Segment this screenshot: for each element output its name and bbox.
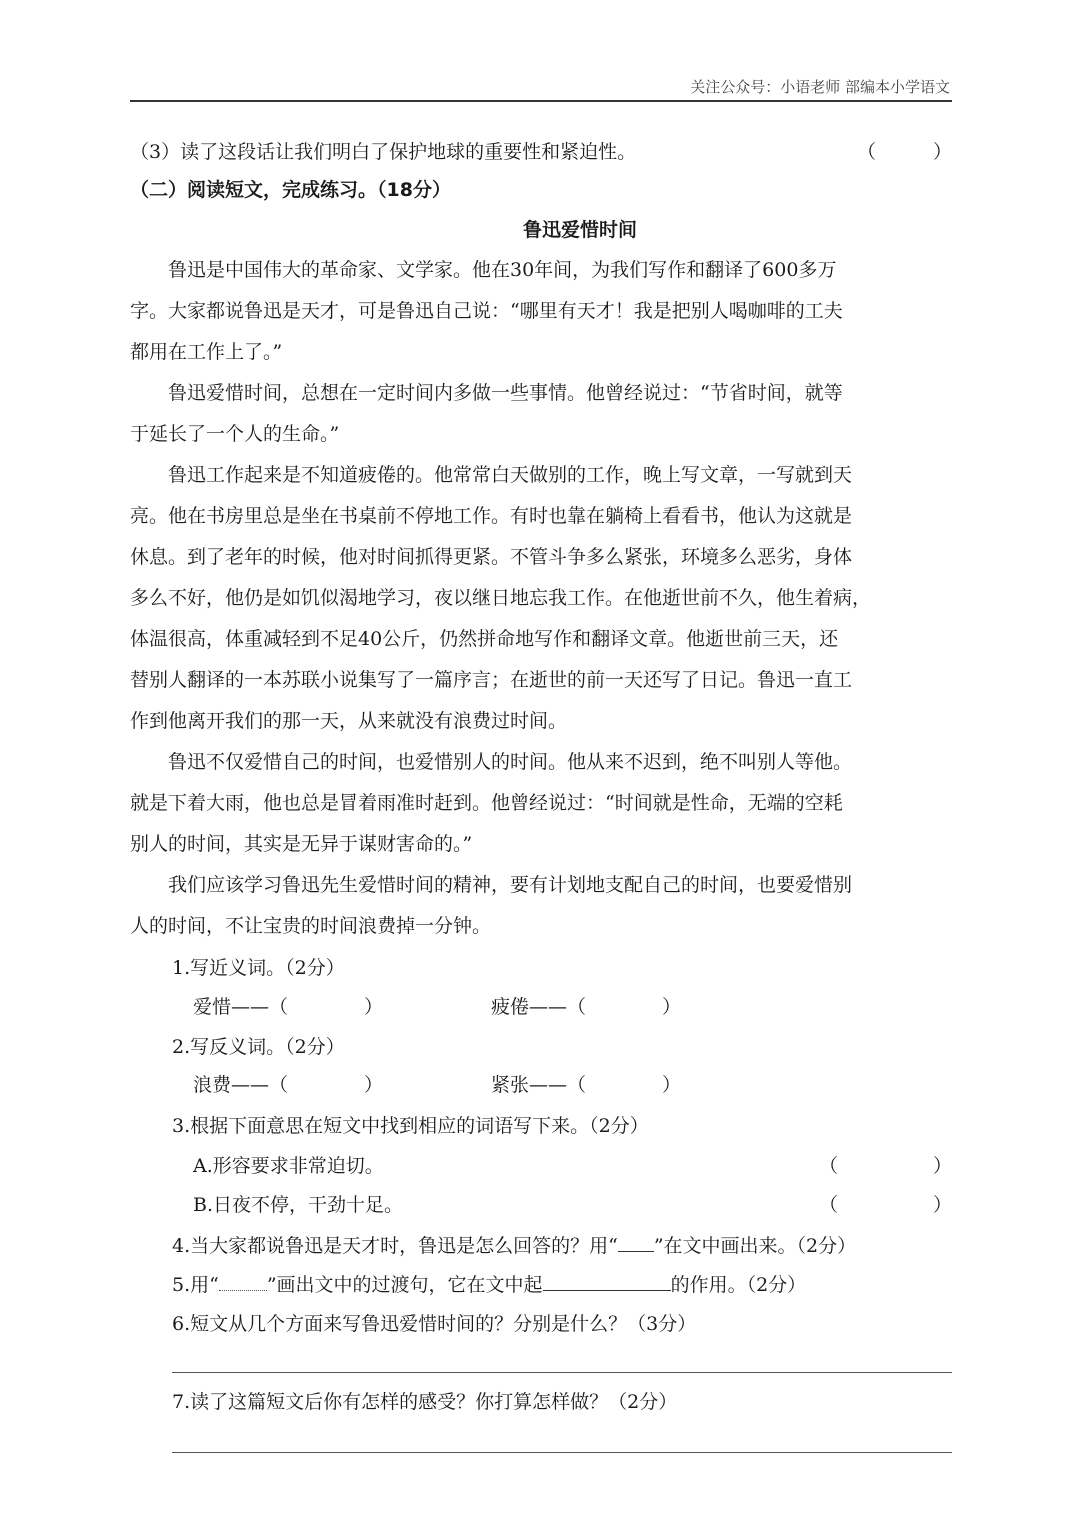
q7-answer-line[interactable]: [172, 1452, 952, 1453]
q5-wavy-mark: [219, 1272, 267, 1291]
section-title: （二）阅读短文，完成练习。（18分）: [130, 179, 451, 201]
article-line: 于延长了一个人的生命。”: [130, 423, 340, 445]
q2-answer-b: 紧张——（ ）: [491, 1074, 682, 1096]
q2-prompt: 2.写反义词。（2分）: [172, 1036, 345, 1058]
q1-answer-a: 爱惜——（ ）: [193, 996, 384, 1018]
q5-text-mid: ”画出文中的过渡句，它在文中起: [266, 1274, 543, 1296]
header-divider: [130, 100, 952, 102]
q4-line: [172, 1233, 952, 1258]
q3-option-a-paren: （ ）: [818, 1155, 952, 1177]
q1-answer-b: 疲倦——（ ）: [491, 996, 682, 1018]
q1-answers: [193, 995, 952, 1019]
article-title: 鲁迅爱惜时间: [522, 219, 637, 241]
question-3-line: [130, 140, 952, 164]
article-line: 别人的时间，其实是无异于谋财害命的。”: [130, 833, 473, 855]
q5-text-post: 的作用。（2分）: [670, 1274, 807, 1296]
article-line: 就是下着大雨，他也总是冒着雨准时赶到。他曾经说过：“时间就是性命，无端的空耗: [130, 792, 843, 814]
q4-text-post: ”在文中画出来。（2分）: [653, 1235, 857, 1257]
q3-option-b-text: B.日夜不停，干劲十足。: [193, 1194, 404, 1216]
article-line: 鲁迅不仅爱惜自己的时间，也爱惜别人的时间。他从来不迟到，绝不叫别人等他。: [130, 751, 853, 773]
question-3-text: （3）读了这段话让我们明白了保护地球的重要性和紧迫性。: [130, 141, 637, 163]
q4-underline-mark: [618, 1233, 654, 1252]
article-line: 鲁迅是中国伟大的革命家、文学家。他在30年间，为我们写作和翻译了600多万: [130, 259, 837, 281]
q3-option-b: [193, 1193, 952, 1217]
article-line: 鲁迅爱惜时间，总想在一定时间内多做一些事情。他曾经说过：“节省时间，就等: [130, 382, 843, 404]
article-line: 体温很高，体重减轻到不足40公斤，仍然拼命地写作和翻译文章。他逝世前三天，还: [130, 628, 839, 650]
q2-answers: [193, 1073, 952, 1097]
q1-prompt: 1.写近义词。（2分）: [172, 957, 345, 979]
q3-prompt: 3.根据下面意思在短文中找到相应的词语写下来。（2分）: [172, 1115, 649, 1137]
article-line: 鲁迅工作起来是不知道疲倦的。他常常白天做别的工作，晚上写文章，一写就到天: [130, 464, 853, 486]
article-line: 休息。到了老年的时候，他对时间抓得更紧。不管斗争多么紧张，环境多么恶劣，身体: [130, 546, 853, 568]
q7-prompt: 7.读了这篇短文后你有怎样的感受？你打算怎样做？（2分）: [172, 1391, 678, 1413]
q2-answer-a: 浪费——（ ）: [193, 1074, 384, 1096]
q5-text-pre: 5.用“: [172, 1274, 219, 1296]
q3-option-a-text: A.形容要求非常迫切。: [193, 1155, 384, 1177]
q4-text-pre: 4.当大家都说鲁迅是天才时，鲁迅是怎么回答的？用“: [172, 1235, 618, 1257]
article-line: 我们应该学习鲁迅先生爱惜时间的精神，要有计划地支配自己的时间，也要爱惜别: [130, 874, 853, 896]
article-line: 替别人翻译的一本苏联小说集写了一篇序言；在逝世的前一天还写了日记。鲁迅一直工: [130, 669, 853, 691]
q3-option-a: [193, 1154, 952, 1178]
article-line: 作到他离开我们的那一天，从来就没有浪费过时间。: [130, 710, 568, 732]
q5-line: [172, 1272, 952, 1297]
q6-answer-line[interactable]: [172, 1372, 952, 1373]
page-header: 关注公众号：小语老师 部编本小学语文: [690, 78, 950, 96]
article-line: 多么不好，他仍是如饥似渴地学习，夜以继日地忘我工作。在他逝世前不久，他生着病，: [130, 587, 872, 609]
article-line: 字。大家都说鲁迅是天才，可是鲁迅自己说：“哪里有天才！我是把别人喝咖啡的工夫: [130, 300, 843, 322]
article-line: 人的时间，不让宝贵的时间浪费掉一分钟。: [130, 915, 492, 937]
q5-answer-blank[interactable]: [543, 1272, 671, 1291]
article-line: 亮。他在书房里总是坐在书桌前不停地工作。有时也靠在躺椅上看看书，他认为这就是: [130, 505, 853, 527]
article-line: 都用在工作上了。”: [130, 341, 283, 363]
q3-option-b-paren: （ ）: [818, 1194, 952, 1216]
q6-prompt: 6.短文从几个方面来写鲁迅爱惜时间的？分别是什么？（3分）: [172, 1313, 697, 1335]
question-3-answer-paren: （ ）: [856, 141, 952, 163]
